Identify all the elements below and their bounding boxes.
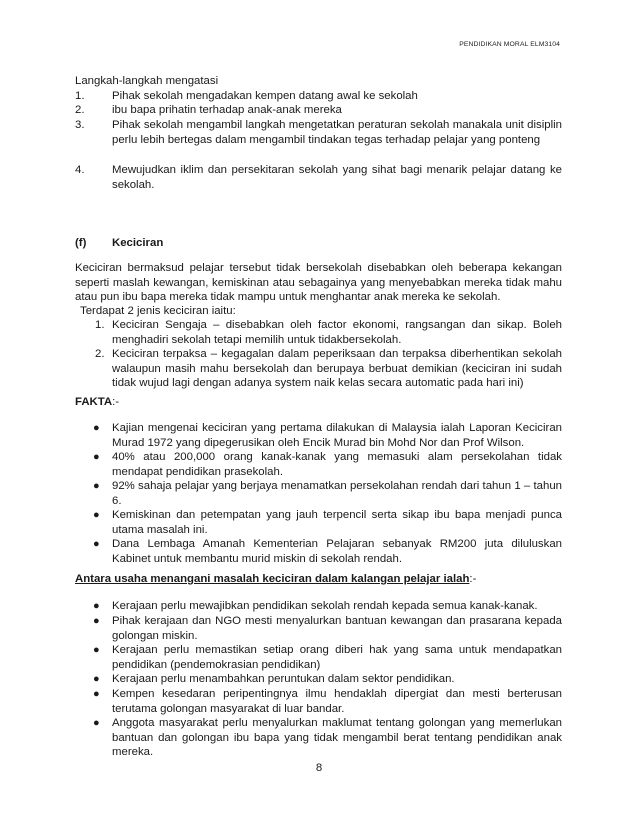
list-number: 1. [95,319,105,331]
section-paragraph: Keciciran bermaksud pelajar tersebut tidak bersekolah disebabkan oleh beberapa kekangan seperti maslah kewangan, kemiskinan atau sebagainya yang menyebabkan mereka tidak mahu atau pun ibu bapa mereka tidak mampu untuk menghantar anak mereka ke sekolah. [75,262,562,304]
bullet-dot-icon: ● [93,509,100,521]
list-item: Pihak kerajaan dan NGO mesti menyalurkan bantuan kewangan dan prasarana kepada golongan miskin. [112,615,562,642]
list-item: Anggota masyarakat perlu menyalurkan maklumat tentang golongan yang memerlukan bantuan dan golongan ibu bapa yang tidak mengambil berat tentang pendidikan anak mereka. [112,717,562,759]
list-item: Kerajaan perlu mewajibkan pendidikan sekolah rendah kepada semua kanak-kanak. [112,600,538,612]
fakta-heading-suffix: :- [112,396,120,408]
list-item: ibu bapa prihatin terhadap anak-anak mereka [112,104,342,116]
langkah-heading: Langkah-langkah mengatasi [75,75,219,87]
bullet-dot-icon: ● [93,451,100,463]
bullet-dot-icon: ● [93,538,100,550]
list-item: 40% atau 200,000 orang kanak-kanak yang memasuki alam persekolahan tidak mendapat pendidikan prasekolah. [112,451,562,478]
list-number: 2. [95,348,105,360]
list-number: 1. [75,90,85,102]
list-item: Kajian mengenai keciciran yang pertama dilakukan di Malaysia ialah Laporan Keciciran Murad 1972 yang dipegerusikan oleh Encik Murad bin Mohd Nor dan Prof Wilson. [112,422,562,449]
list-number: 2. [75,104,85,116]
list-item: Keciciran Sengaja – disebabkan oleh factor ekonomi, rangsangan dan sikap. Boleh menghadiri sekolah tetapi memilih untuk tidakbersekolah. [112,319,562,346]
list-number: 3. [75,119,85,131]
bullet-dot-icon: ● [93,644,100,656]
list-item: Kerajaan perlu menambahkan peruntukan dalam sektor pendidikan. [112,673,455,685]
bullet-dot-icon: ● [93,422,100,434]
list-item: Dana Lembaga Amanah Kementerian Pelajaran sebanyak RM200 juta diluluskan Kabinet untuk membantu murid miskin di sekolah rendah. [112,538,562,565]
bullet-dot-icon: ● [93,673,100,685]
list-number: 4. [75,164,85,176]
list-item: Mewujudkan iklim dan persekitaran sekolah yang sihat bagi menarik pelajar datang ke sekolah. [112,164,562,191]
bullet-dot-icon: ● [93,688,100,700]
list-item: Kempen kesedaran peripentingnya ilmu hendaklah dipergiat dan mesti berterusan terutama golongan masyarakat di luar bandar. [112,688,562,715]
bullet-dot-icon: ● [93,480,100,492]
list-item: Pihak sekolah mengambil langkah mengetatkan peraturan sekolah manakala unit disiplin perlu lebih bertegas dalam mengambil tindakan tegas terhadap pelajar yang ponteng [112,119,562,146]
page-header: PENDIDIKAN MORAL ELM3104 [459,41,560,48]
usaha-heading [75,572,476,587]
page-number: 8 [315,762,323,774]
usaha-heading-suffix: :- [469,573,477,585]
fakta-heading-text: FAKTA [75,396,113,408]
bullet-dot-icon: ● [93,717,100,729]
list-item: 92% sahaja pelajar yang berjaya menamatkan persekolahan rendah dari tahun 1 – tahun 6. [112,480,562,507]
types-intro: Terdapat 2 jenis keciciran iaitu: [80,305,236,317]
bullet-dot-icon: ● [93,615,100,627]
section-label: (f) [75,237,87,249]
section-title: Keciciran [112,237,164,249]
bullet-dot-icon: ● [93,600,100,612]
usaha-heading-text: Antara usaha menangani masalah keciciran dalam kalangan pelajar ialah [75,573,470,585]
list-item: Kerajaan perlu memastikan setiap orang diberi hak yang sama untuk mendapatkan pendidikan (pendemokrasian pendidikan) [112,644,562,671]
list-item: Pihak sekolah mengadakan kempen datang awal ke sekolah [112,90,418,102]
fakta-heading [75,395,119,410]
list-item: Kemiskinan dan petempatan yang jauh terpencil serta sikap ibu bapa menjadi punca utama masalah ini. [112,509,562,536]
list-item: Keciciran terpaksa – kegagalan dalam peperiksaan dan terpaksa diberhentikan sekolah walaupun masih mahu bersekolah dan berupaya berbuat demikian (keciciran ini sudah tidak wujud lagi dengan adanya system naik kelas secara automatic pada hari ini) [112,348,562,390]
